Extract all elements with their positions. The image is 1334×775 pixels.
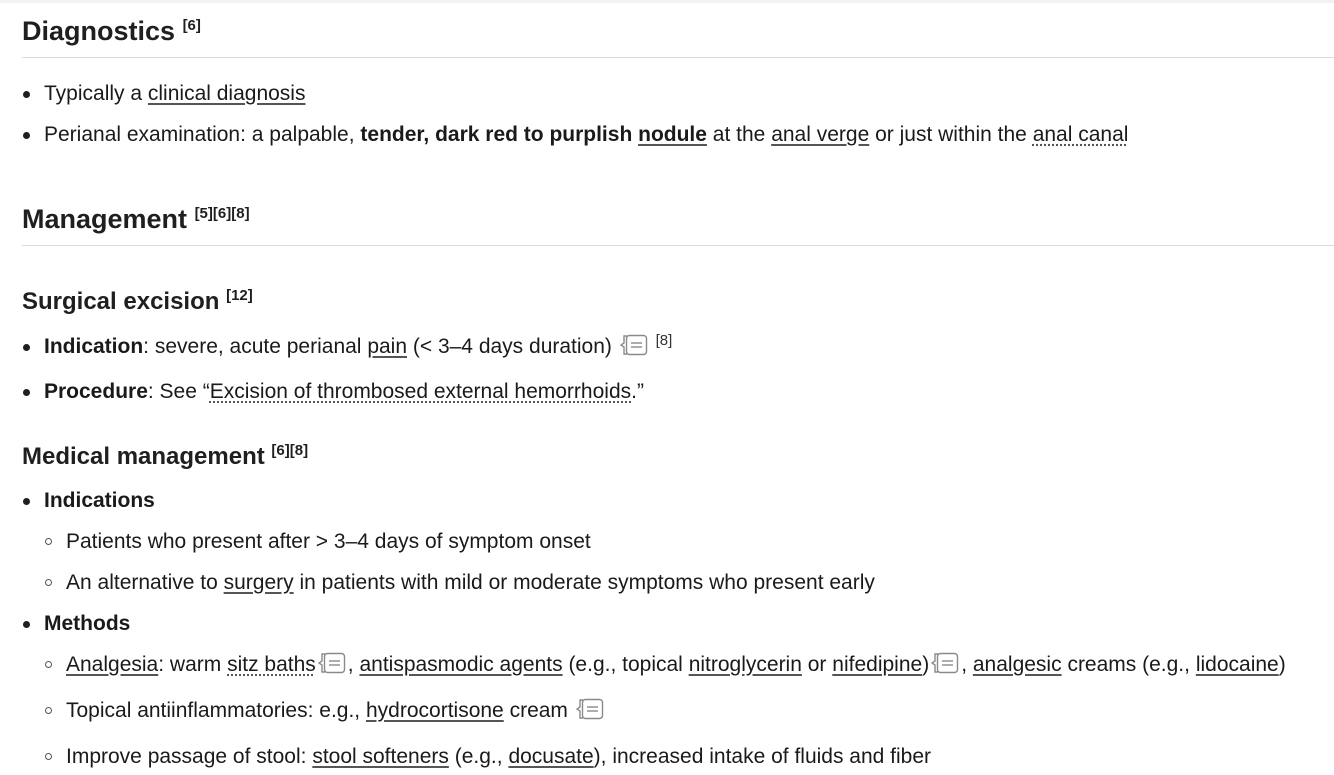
reference-link[interactable]: [5][6][8] bbox=[194, 205, 250, 222]
anal-verge-link[interactable]: anal verge bbox=[771, 123, 870, 146]
list-item: Indications bbox=[22, 487, 1334, 515]
list-item: Analgesia: warm sitz baths , antispasmodic agents (e.g., topical nitroglycerin or nifedipine) , analgesic creams (e.g., lidocaine) bbox=[22, 651, 1334, 683]
pain-link[interactable]: pain bbox=[367, 335, 408, 358]
hydrocortisone-link[interactable]: hydrocortisone bbox=[365, 699, 504, 722]
reference-link[interactable]: [12] bbox=[226, 287, 253, 304]
list-item: Perianal examination: a palpable, tender, dark red to purplish nodule at the anal verge or just within the anal canal bbox=[22, 121, 1334, 149]
surgical-list bbox=[22, 333, 1334, 406]
note-icon[interactable] bbox=[576, 697, 604, 729]
diagnostics-list bbox=[22, 80, 1334, 149]
list-item: Procedure: See “Excision of thrombosed external hemorrhoids.” bbox=[22, 378, 1334, 406]
note-icon[interactable] bbox=[931, 651, 959, 683]
reference-link[interactable]: [6] bbox=[182, 17, 201, 34]
docusate-link[interactable]: docusate bbox=[508, 745, 594, 768]
diagnostics-heading: Diagnostics [6] bbox=[22, 16, 1334, 58]
stool-softeners-link[interactable]: stool softeners bbox=[312, 745, 449, 768]
excision-hemorrhoids-link[interactable]: Excision of thrombosed external hemorrhoids bbox=[209, 380, 632, 403]
top-divider bbox=[0, 0, 1334, 3]
anal-canal-link[interactable]: anal canal bbox=[1032, 123, 1129, 146]
nitroglycerin-link[interactable]: nitroglycerin bbox=[688, 653, 802, 676]
note-icon[interactable] bbox=[318, 651, 346, 683]
list-item: Indication: severe, acute perianal pain (< 3–4 days duration) [8] bbox=[22, 333, 1334, 365]
list-item: Typically a clinical diagnosis bbox=[22, 80, 1334, 108]
nodule-link[interactable]: nodule bbox=[638, 123, 707, 146]
list-item: Topical antiinflammatories: e.g., hydrocortisone cream bbox=[22, 697, 1334, 729]
antispasmodic-agents-link[interactable]: antispasmodic agents bbox=[359, 653, 563, 676]
list-item: An alternative to surgery in patients with mild or moderate symptoms who present early bbox=[22, 569, 1334, 597]
medical-list bbox=[22, 487, 1334, 771]
reference-link[interactable]: [6][8] bbox=[271, 442, 309, 459]
list-item: Methods bbox=[22, 610, 1334, 638]
clinical-diagnosis-link[interactable]: clinical diagnosis bbox=[147, 82, 306, 105]
nifedipine-link[interactable]: nifedipine bbox=[832, 653, 923, 676]
lidocaine-link[interactable]: lidocaine bbox=[1195, 653, 1279, 676]
sitz-baths-link[interactable]: sitz baths bbox=[227, 653, 316, 676]
note-icon[interactable] bbox=[620, 333, 648, 365]
surgical-excision-heading: Surgical excision [12] bbox=[22, 287, 253, 315]
list-item: Patients who present after > 3–4 days of symptom onset bbox=[22, 528, 1334, 556]
surgery-link[interactable]: surgery bbox=[223, 571, 294, 594]
reference-link[interactable]: [8] bbox=[655, 332, 673, 349]
analgesic-link[interactable]: analgesic bbox=[972, 653, 1062, 676]
list-item: Improve passage of stool: stool softeners (e.g., docusate), increased intake of fluids and fiber bbox=[22, 743, 1334, 771]
medical-management-heading: Medical management [6][8] bbox=[22, 442, 309, 470]
analgesia-link[interactable]: Analgesia bbox=[66, 653, 159, 676]
management-heading: Management [5][6][8] bbox=[22, 204, 1334, 246]
